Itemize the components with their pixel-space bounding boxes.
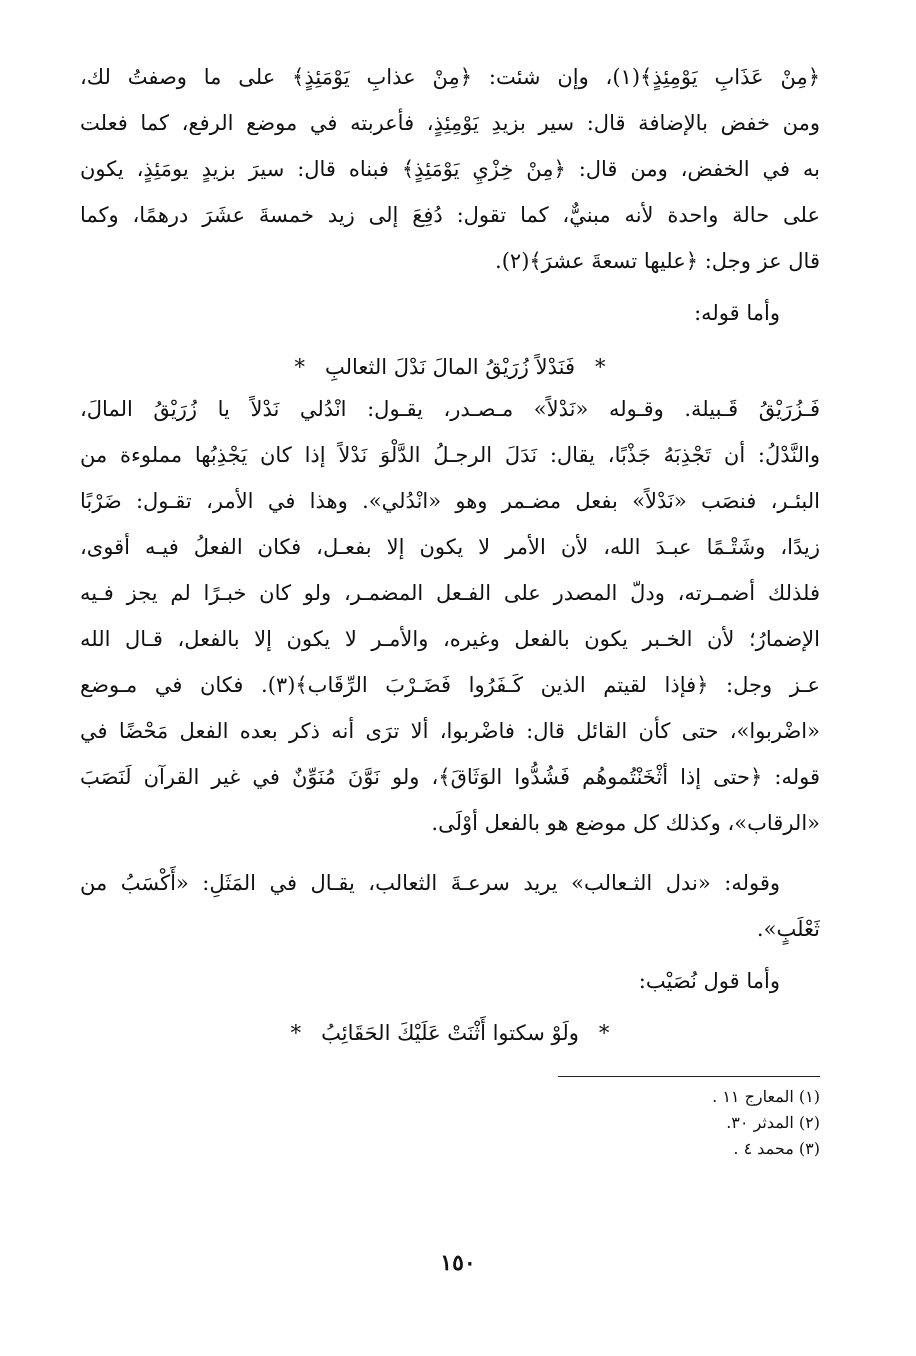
verse-marker: * <box>290 1021 302 1045</box>
footnote-divider <box>558 1076 820 1077</box>
verse-marker: * <box>598 1021 610 1045</box>
paragraph-1 <box>80 54 820 284</box>
intro-line-1: وأما قوله: <box>694 301 780 325</box>
footnote-1: (١) المعارج ١١ . <box>712 1087 820 1106</box>
text-line: «اضْربوا»، حتى كأن القائل قال: فاضْربوا، ألا ترَى أنه ذكر بعده الفعل مَحْضًا في <box>80 719 820 743</box>
verse-2 <box>80 1010 820 1056</box>
text-line: عـز وجل: ﴿فإذا لقيتم الذين كَـفَرُوا فَضَـرْبَ الرِّقَاب﴾(٣). فكان في مـوضع <box>80 673 820 697</box>
text-line: ثَعْلَبٍ». <box>756 917 820 941</box>
text-line: ومن خفض بالإضافة قال: سير بزيدِ يَوْمِئِذٍ، فأعربته في موضع الرفع، كما فعلت <box>80 111 820 135</box>
text-line: على حالة واحدة لأنه مبنيٌّ، كما تقول: دُفِعَ إلى زيد خمسةَ عشَرَ درهمًا، وكما <box>80 203 820 227</box>
text-line: فلذلك أضمـرته، ودلّ المصدر على الفـعل المضمـر، ولو كان خبـرًا لم يجز فـيه <box>80 581 820 605</box>
verse-text: فَنَدْلاً زُرَيْقُ المالَ نَدْلَ الثعالبِ <box>325 355 575 379</box>
text-line: قال عز وجل: ﴿عليها تسعةَ عشرَ﴾(٢). <box>495 249 820 273</box>
footnote-3: (٣) محمد ٤ . <box>733 1139 820 1158</box>
verse-marker: * <box>294 355 305 379</box>
text-line: به في الخفض، ومن قال: ﴿مِنْ خِزْيِ يَوْمَئِذٍ﴾ فبناه قال: سيرَ بزيدٍ يومَئِذٍ، يكون <box>80 157 820 181</box>
text-line: زيدًا، وشَتْـمًا عبـدَ الله، لأن الأمر لا يكون إلا بفعـل، فكان الفعلُ فيـه أقوى، <box>80 535 820 559</box>
verse-1 <box>80 344 820 390</box>
text-line: البئـر، فنصَب «نَدْلاً» بفعل مضـمر وهو «انْدُلي». وهذا في الأمر، تقـول: ضَرْبًا <box>80 489 820 513</box>
intro-line-2: وأما قول نُصَيْب: <box>638 969 780 993</box>
text-line: الإضمارُ؛ لأن الخـبر يكون بالفعل وغيره، والأمـر لا يكون إلا بالفعل، قـال الله <box>80 627 820 651</box>
text-line: وقوله: «ندل الثـعالب» يريد سرعـةَ الثعالب، يقـال في المَثَلِ: «أَكْسَبُ من <box>80 871 780 895</box>
verse-text: ولَوْ سكتوا أَثْنَتْ عَلَيْكَ الحَقَائِبُ <box>321 1021 579 1045</box>
text-line: ﴿مِنْ عَذَابِ يَوْمِئِذٍ﴾(١)، وإن شئت: ﴿مِنْ عذابِ يَوْمَئِذٍ﴾ على ما وصفتُ لك، <box>80 65 820 89</box>
text-line: قوله: ﴿حتى إذا أثْخَنْتُموهُم فَشُدُّوا الوَثَاقَ﴾، ولو نَوَّنَ مُنَوِّنٌ في غير القرآن لَنَصَبَ <box>80 765 820 789</box>
text-line: «الرقاب»، وكذلك كل موضع هو بالفعل أوْلَى. <box>431 811 820 835</box>
paragraph-2 <box>80 386 820 846</box>
text-line: والنَّدْلُ: أن تَجْذِبَهُ جَذْبًا، يقال: نَدَلَ الرجـلُ الدَّلْوَ نَدْلاً إذا كان يَجْذِبُها مملوءة من <box>80 443 820 467</box>
footnote-2: (٢) المدثر ٣٠. <box>726 1113 820 1132</box>
text-line: فَـزُرَيْقُ قَـبيلة. وقـوله «نَدْلاً» مـصـدر، يقـول: انْدُلي نَدْلاً يا زُرَيْقُ المالَ، <box>80 397 820 421</box>
verse-marker: * <box>595 355 606 379</box>
page-number: ١٥٠ <box>440 1250 476 1276</box>
paragraph-3 <box>80 860 820 952</box>
